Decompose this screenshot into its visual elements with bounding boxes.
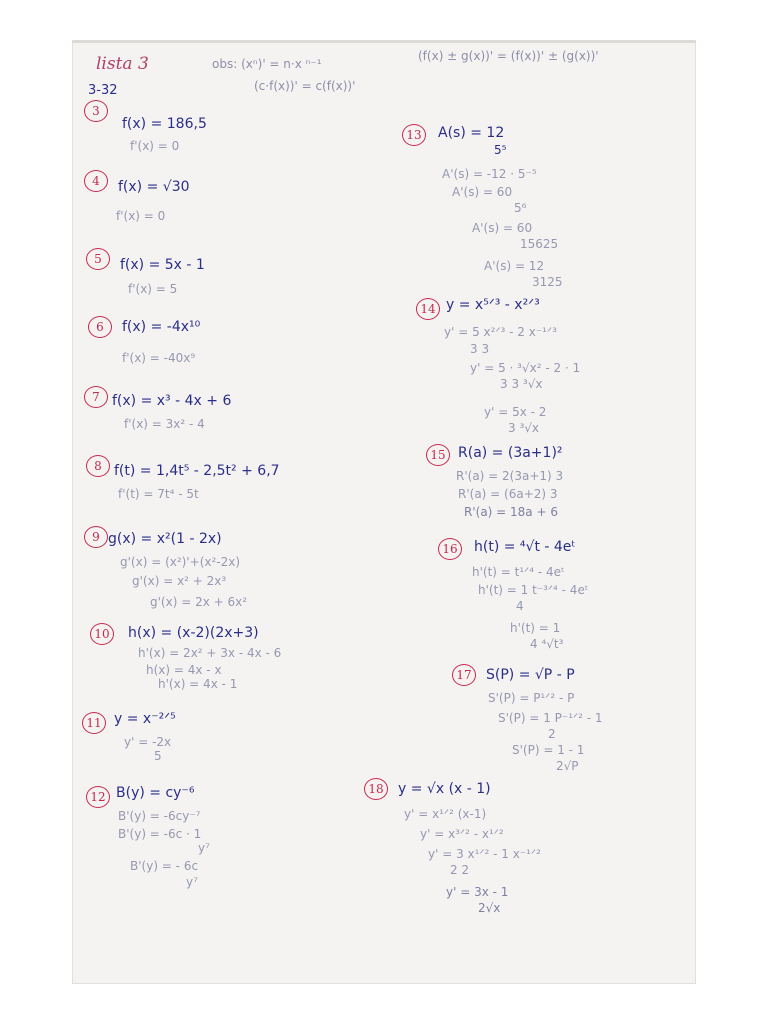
derivative-line: R'(a) = 2(3a+1) 3 (456, 469, 564, 483)
exercise-range: 3-32 (88, 83, 118, 98)
function-line: f(x) = x³ - 4x + 6 (112, 393, 232, 409)
derivative-line: h'(t) = t¹ᐟ⁴ - 4eᵗ (472, 565, 565, 579)
derivative-line: h(x) = 4x - x (146, 663, 222, 677)
derivative-line: g'(x) = 2x + 6x² (150, 595, 248, 609)
problem-number: 3 (84, 100, 108, 122)
page-title: lista 3 (96, 54, 149, 74)
function-line: B(y) = cy⁻⁶ (116, 785, 195, 801)
problem-number: 11 (82, 712, 106, 734)
derivative-line: S'(P) = 1 P⁻¹ᐟ² - 1 (498, 711, 603, 725)
derivative-line: y' = -2x (124, 735, 172, 749)
function-line: R(a) = (3a+1)² (458, 445, 563, 461)
problem-number: 10 (90, 623, 114, 645)
obs-constant-rule: (c·f(x))' = c(f(x))' (254, 79, 356, 93)
derivative-line: B'(y) = -6c · 1 (118, 827, 202, 841)
problem-number: 4 (84, 170, 108, 192)
derivative-line: h'(x) = 2x² + 3x - 4x - 6 (138, 646, 282, 660)
function-line: y = x⁻²ᐟ⁵ (114, 711, 176, 727)
derivative-line: g'(x) = (x²)'+(x²-2x) (120, 555, 241, 569)
derivative-line: y' = 3 x¹ᐟ² - 1 x⁻¹ᐟ² (428, 847, 541, 861)
derivative-line: f'(x) = 0 (130, 139, 180, 153)
derivative-denominator: 2 2 (450, 863, 470, 877)
derivative-line: f'(x) = 0 (116, 209, 166, 223)
derivative-denominator: 2√x (478, 901, 501, 915)
derivative-denominator: 3 3 ³√x (500, 377, 543, 391)
function-denominator: 5⁵ (494, 143, 507, 157)
derivative-line: y' = 3x - 1 (446, 885, 509, 899)
derivative-line: h'(t) = 1 (510, 621, 561, 635)
problem-number: 15 (426, 444, 450, 466)
derivative-line: S'(P) = 1 - 1 (512, 743, 585, 757)
derivative-denominator: 3125 (532, 275, 563, 289)
derivative-denominator: 2√P (556, 759, 579, 773)
problem-number: 14 (416, 298, 440, 320)
derivative-line: f'(x) = 3x² - 4 (124, 417, 205, 431)
derivative-denominator: y⁷ (186, 875, 198, 889)
derivative-line: y' = x³ᐟ² - x¹ᐟ² (420, 827, 504, 841)
function-line: A(s) = 12 (438, 125, 505, 141)
derivative-denominator: 15625 (520, 237, 559, 251)
derivative-denominator: 5 (154, 749, 162, 763)
derivative-line: A'(s) = 12 (484, 259, 545, 273)
function-line: y = x⁵ᐟ³ - x²ᐟ³ (446, 297, 540, 313)
derivative-denominator: y⁷ (198, 841, 210, 855)
derivative-line: A'(s) = 60 (472, 221, 533, 235)
problem-number: 17 (452, 664, 476, 686)
problem-number: 8 (86, 455, 110, 477)
derivative-denominator: 5⁶ (514, 201, 527, 215)
derivative-line: f'(t) = 7t⁴ - 5t (118, 487, 199, 501)
function-line: h(x) = (x-2)(2x+3) (128, 625, 259, 641)
function-line: y = √x (x - 1) (398, 781, 491, 797)
derivative-line: R'(a) = (6a+2) 3 (458, 487, 558, 501)
derivative-line: y' = x¹ᐟ² (x-1) (404, 807, 487, 821)
derivative-line: S'(P) = P¹ᐟ² - P (488, 691, 575, 705)
derivative-line: g'(x) = x² + 2x³ (132, 574, 227, 588)
derivative-line: y' = 5 x²ᐟ³ - 2 x⁻¹ᐟ³ (444, 325, 557, 339)
derivative-denominator: 3 3 (470, 342, 490, 356)
function-line: S(P) = √P - P (486, 667, 575, 683)
function-line: f(t) = 1,4t⁵ - 2,5t² + 6,7 (114, 463, 280, 479)
derivative-line: y' = 5 · ³√x² - 2 · 1 (470, 361, 581, 375)
derivative-denominator: 4 (516, 599, 524, 613)
derivative-denominator: 4 ⁴√t³ (530, 637, 564, 651)
problem-number: 5 (86, 248, 110, 270)
obs-power-rule: obs: (xⁿ)' = n·x ⁿ⁻¹ (212, 57, 322, 71)
function-line: f(x) = 186,5 (122, 116, 207, 132)
problem-number: 13 (402, 124, 426, 146)
page-edge (72, 40, 696, 43)
function-line: f(x) = 5x - 1 (120, 257, 205, 273)
derivative-line: y' = 5x - 2 (484, 405, 547, 419)
problem-number: 12 (86, 786, 110, 808)
problem-number: 9 (84, 526, 108, 548)
derivative-line: R'(a) = 18a + 6 (464, 505, 558, 519)
problem-number: 6 (88, 316, 112, 338)
derivative-line: A'(s) = -12 · 5⁻⁵ (442, 167, 537, 181)
function-line: g(x) = x²(1 - 2x) (108, 531, 222, 547)
derivative-line: h'(t) = 1 t⁻³ᐟ⁴ - 4eᵗ (478, 583, 589, 597)
problem-number: 7 (84, 386, 108, 408)
function-line: f(x) = -4x¹⁰ (122, 319, 201, 335)
derivative-line: h'(x) = 4x - 1 (158, 677, 238, 691)
function-line: f(x) = √30 (118, 179, 190, 195)
problem-number: 18 (364, 778, 388, 800)
problem-number: 16 (438, 538, 462, 560)
derivative-line: B'(y) = - 6c (130, 859, 199, 873)
derivative-denominator: 2 (548, 727, 556, 741)
derivative-line: f'(x) = 5 (128, 282, 178, 296)
derivative-denominator: 3 ³√x (508, 421, 540, 435)
derivative-line: f'(x) = -40x⁹ (122, 351, 196, 365)
obs-sum-rule: (f(x) ± g(x))' = (f(x))' ± (g(x))' (418, 49, 599, 63)
function-line: h(t) = ⁴√t - 4eᵗ (474, 539, 576, 555)
derivative-line: A'(s) = 60 (452, 185, 513, 199)
derivative-line: B'(y) = -6cy⁻⁷ (118, 809, 201, 823)
